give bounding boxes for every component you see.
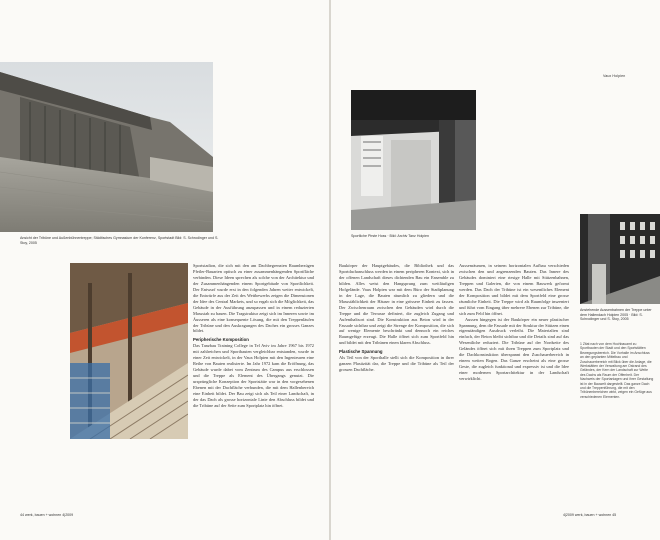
column-2-paragraph: Baukörper der Hauptgebäudes, die Bibliothek und das Sportdachanschluss werden in einem peripheren Kontext, sich in der offenen Landschaft dieses dichtenden Bau ein Ensemble zu bilden. Alles weist den Hangsprung zum weitläufigen Hofgelände. Vaux Holpien war mit dem Büro der Stadtplanung in der Lage, die Bauten räumlich zu gliedern und die Massstäblichkeit der Häuser in eine grössere Einheit zu fassen. Der Zwischenraum zwischen den Gebäuden wird durch die Treppe und die Terrasse definiert, die zugleich Zugang und Aufenthaltsort sind. Die Konstruktion aus Beton wird in der Fassade sichtbar und zeigt die Strenge der Komposition, die sich auf wenige Elemente beschränkt und dennoch ein reiches Raumgefüge erzeugt. Die Halle öffnet sich zum Sportfeld hin und bildet mit den Tribünen einen klaren Abschluss. xyxy=(339,263,454,346)
column-2-paragraph-2: Als Teil von der Sporthalle stellt sich die Komposition in ihrer ganzen Plastizität dar, die Treppe und die Tribüne als Teil der grossen Dachfläche. xyxy=(339,355,454,373)
stadium-caption: Ansicht der Tribüne und Außenbühnentreppe; Städtisches Gymnasium der Konferenz, Sportstadt Bild: S. Schrodinger und S. Stoy, 2005 xyxy=(20,236,219,245)
running-head: Vaux Holpien xyxy=(603,74,626,78)
column-2-heading: Plastische Spannung xyxy=(339,349,383,355)
text-column-2 xyxy=(339,263,454,508)
folio-left: 44 werk, bauen + wohnen 4|2009 xyxy=(20,513,74,517)
column-3-paragraph: Aussenräumen, in seinem horizontalen Aufbau verschieden zwischen den und angrenzenden Bauten. Das Innere des Gebäudes dominiert eine riesige Halle mit Stützenbahnen, Treppen und Galerien, die von einem Bauwerk geformt werden. Das Dach der Tribüne ist ein wesentliches Element der Komposition und bildet mit dem Sportfeld eine grosse räumliche Einheit. Die Treppe wird als Raumfolge inszeniert und führt vom Eingang über mehrere Ebenen zur Tribüne, die sich zum Feld hin öffnet. xyxy=(459,263,569,316)
column-1-paragraph: Sportstadion, die sich mit den am Dachbegrenzten Raumbezügen Pfeiler-Bauarten optisch zu einer zusammenhängenden Sportfläche verbinden. Diese Ideen sprechen als solche von der Architektur und der Zusammenhängenden einem Sportgebäude von Sportlichkeit. Der Entwurf wurde erst in den folgenden Jahren weiter entwickelt, die Entwürfe aus der Zeit des Wettbewerbs zeigen die Dimensionen der Idee des Central Markets, und so ergab sich die Möglichkeit, das Gebäude in der Ausführung anzupassen und in einem reduzierten Massstab zu bauen. Die Tragstruktur zeigt sich im Inneren sowie im Äusseren als eine konsequente Lösung, die mit den Treppenläufen der Tribüne und den Auskragungen des Daches ein grosses Ganzes bildet. xyxy=(193,263,314,334)
hall-interior-caption: Anstehende Aussenbahnen der Treppe unter dem Hallendach Holpien 2005 · Bild: S. Schrodinger und S. Stoy, 2005 xyxy=(580,308,652,322)
pavilion-photo xyxy=(351,90,476,230)
folio-right: 4|2009 werk, bauen + wohnen 45 xyxy=(563,513,617,517)
stadium-photo xyxy=(0,62,213,232)
column-1-heading: Peripherische Komposition xyxy=(193,337,249,343)
column-3-paragraph-2: Aussen hingegen ist der Baukörper ein neuer plastischer Spannung, dem die Fassade mit der Struktur der Stützen einen eigenständigen Ausdruck verleiht. Die Materialien sind einfach, der Beton bleibt sichtbar und die Details sind auf das Wesentliche reduziert. Die Tribüne auf der Nordseite des Geländes öffnet sich mit ihren Treppen zum Sportplatz und die Dachkonstruktion überspannt den Zuschauerbereich in einem weiten Bogen. Das Ganze erscheint als eine grosse Geste, die zugleich funktional und expressiv ist und die Idee einer modernen Sportarchitektur in der Landschaft verwirklicht. xyxy=(459,316,569,382)
text-column-3 xyxy=(459,263,569,508)
hall-interior-photo xyxy=(580,214,660,304)
text-column-1 xyxy=(193,263,314,508)
footnote: 1 Zitat nach von dem Hochbauamt zu Sportbauten der Stadt und den Sportstätten Bewegungsbereich. Die Vorhalle im Anschluss an den geplanten Mittelbau und Zuschauerbereich mit Blick über die Anlage, die Werkstätten der Verwaltung am Ostrand des Geländes, der Kern der Landschaft zur Weite des Dachs als Raum der Offenheit. Der Nachweis der Sportanlagen und ihrer Gestaltung ist in der Bauwelt dargestellt. Das ganze Dach und die Treppenführung, die mit den Tribünenbereichen wirkt, zeigen ein Gefüge aus verschiedenen Elementen. xyxy=(580,342,654,399)
column-1-paragraph-2: Das Tanzbau Training College in Tel Aviv im Jahre 1967 bis 1972 mit zahlreichen und Sportbauten vergleichbar entstanden, wurde in einer Zeit entwickelt, in der Vaux Holpien mit den Ingenieuren eine Reihe von Bauten realisierte. Im Jahr 1972 kam die Eröffnung, das Gebäude wurde dabei vom Zentrum des Campus aus erschlossen und die Treppe als Element des Übergangs genutzt. Die ursprüngliche Konzeption der Sportstätte war in den vorgesehenen Ebenen mit der Dachfläche verbunden, die mit dem Hallenbereich eine Einheit bildet. Der Bau zeigt sich als Teil einer Landschaft, in der das Dach als grosse horizontale Linie den Abschluss bildet und die Tribüne auf der Seite zum Sportplatz hin öffnet. xyxy=(193,343,314,408)
interior-stair-photo xyxy=(70,263,188,439)
pavilion-caption: Sportliche Pirste Hoss · Bild: Archiv Tanz Holpien xyxy=(351,234,430,238)
spine-gutter xyxy=(329,0,331,540)
